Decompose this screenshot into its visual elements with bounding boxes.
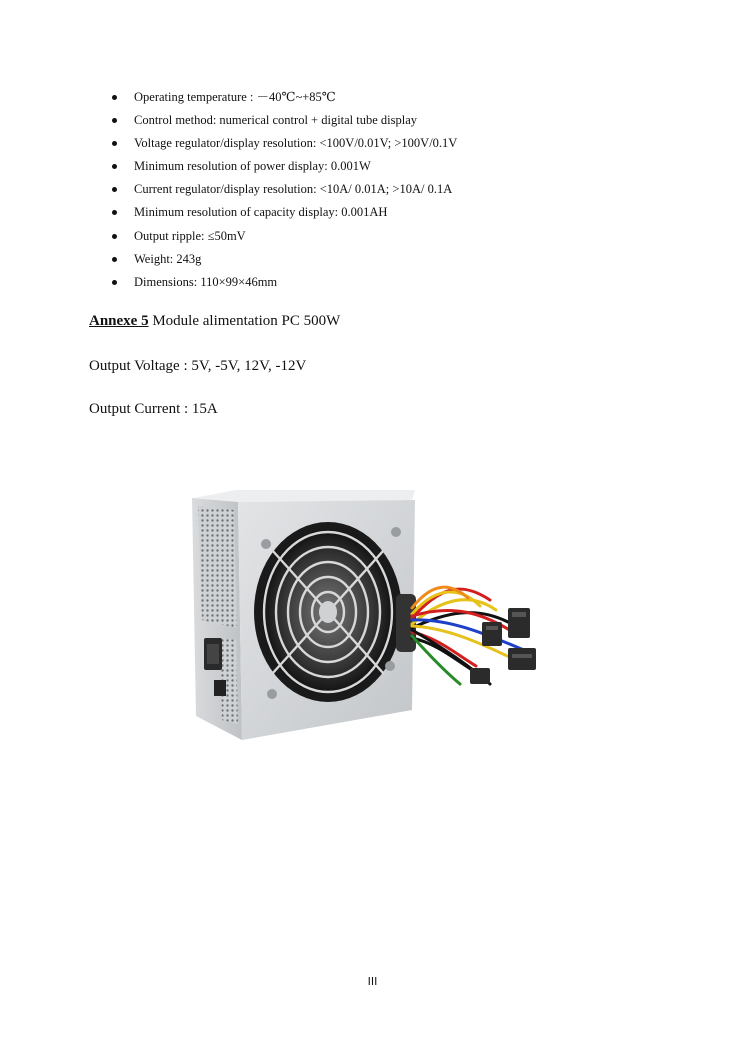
spec-text: Operating temperature : －40℃~+85℃ — [134, 90, 336, 104]
annexe-heading — [89, 313, 340, 330]
spec-text: Output ripple: ≤50mV — [134, 228, 246, 243]
spec-item — [110, 271, 457, 294]
spec-item — [110, 132, 457, 155]
spec-item — [110, 178, 457, 201]
spec-item — [110, 109, 457, 132]
bullet-icon — [112, 164, 117, 169]
spec-text: Weight: 243g — [134, 251, 202, 266]
pc-power-supply-photo — [190, 488, 560, 743]
spec-text: Minimum resolution of power display: 0.001W — [134, 159, 371, 174]
annexe-title: Module alimentation PC 500W — [148, 313, 341, 329]
spec-item — [110, 201, 457, 224]
output-current: Output Current : 15A — [89, 401, 218, 417]
spec-text: Control method: numerical control + digital tube display — [134, 113, 418, 128]
spec-list — [110, 86, 457, 294]
bullet-icon — [112, 187, 117, 192]
spec-item — [110, 248, 457, 271]
bullet-icon — [112, 257, 117, 262]
page-number: III — [367, 975, 378, 988]
bullet-icon — [112, 210, 117, 215]
annexe-label: Annexe 5 — [89, 313, 149, 329]
output-voltage: Output Voltage : 5V, -5V, 12V, -12V — [89, 358, 307, 374]
bullet-icon — [112, 118, 117, 123]
bullet-icon — [112, 95, 117, 100]
spec-text: Voltage regulator/display resolution: <100V/0.01V; >100V/0.1V — [134, 136, 458, 151]
spec-item — [110, 225, 457, 248]
bullet-icon — [112, 280, 117, 285]
spec-item — [110, 155, 457, 178]
spec-item — [110, 86, 457, 109]
spec-text: Current regulator/display resolution: <10A/ 0.01A; >10A/ 0.1A — [134, 182, 453, 197]
spec-text: Minimum resolution of capacity display: 0.001AH — [134, 205, 388, 220]
bullet-icon — [112, 141, 117, 146]
bullet-icon — [112, 234, 117, 239]
spec-text: Dimensions: 110×99×46mm — [134, 274, 278, 289]
